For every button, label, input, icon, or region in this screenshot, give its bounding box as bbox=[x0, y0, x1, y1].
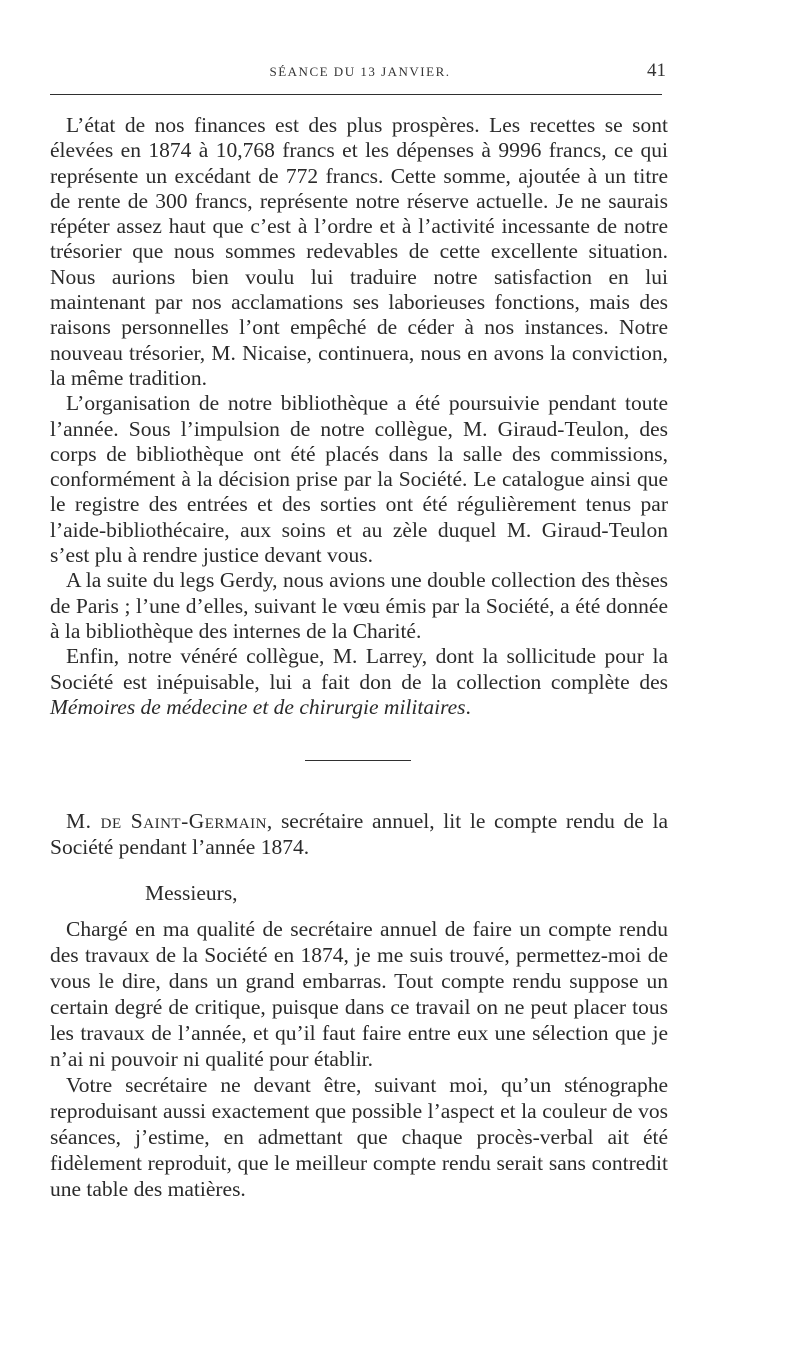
larrey-end: . bbox=[465, 694, 471, 719]
larrey-text: Enfin, notre vénéré collègue, M. Larrey, dont la sollicitude pour la Société est inépuisable, lui a fait don de la collection complète des bbox=[50, 644, 668, 694]
secretary-report bbox=[50, 808, 668, 1202]
larrey-donation-paragraph bbox=[50, 644, 668, 720]
stenographer-paragraph: Votre secrétaire ne devant être, suivant moi, qu’un sténographe reproduisant aussi exactement que possible l’aspect et la couleur de vos séances, j’estime, en admettant que chaque procès-verbal ait été fidèlement reproduit, que le meilleur compte rendu serait sans contredit une table des matières. bbox=[50, 1073, 668, 1201]
salutation: Messieurs, bbox=[145, 881, 238, 905]
embarrassment-paragraph: Chargé en ma qualité de secrétaire annuel de faire un compte rendu des travaux de la Société en 1874, je me suis trouvé, permettez-moi de vous le dire, dans un grand embarras. Tout compte rendu suppose un certain degré de critique, puisque dans ce travail on ne peut placer tous les travaux de l’année, et qu’il faut faire entre eux une sélection que je n’ai ni pouvoir ni qualité pour établir. bbox=[50, 917, 668, 1071]
running-head: SÉANCE DU 13 JANVIER. bbox=[269, 64, 451, 79]
header-rule bbox=[50, 94, 662, 95]
memoires-title: Mémoires de médecine et de chirurgie militaires bbox=[50, 694, 466, 719]
section-separator bbox=[305, 760, 411, 761]
finances-paragraph: L’état de nos finances est des plus prospères. Les recettes se sont élevées en 1874 à 10,768 francs et les dépenses à 9996 francs, ce qui représente un excédant de 772 francs. Cette somme, ajoutée à un titre de rente de 300 francs, représente notre réserve actuelle. Je ne saurais répéter assez haut que c’est à l’ordre et à l’activité incessante de notre trésorier que nous sommes redevables de cette excellente situation. Nous aurions bien voulu lui traduire notre satisfaction en lui maintenant par nos acclamations ses laborieuses fonctions, mais des raisons personnelles l’ont empêché de céder à nos instances. Notre nouveau trésorier, M. Nicaise, continuera, nous en avons la conviction, la même tradition. bbox=[50, 113, 668, 390]
speaker-name: M. de Saint-Germain bbox=[66, 809, 267, 833]
treasury-library-report bbox=[50, 113, 668, 720]
library-paragraph: L’organisation de notre bibliothèque a été poursuivie pendant toute l’année. Sous l’impulsion de notre collègue, M. Giraud-Teulon, des corps de bibliothèque ont été placés dans la salle des commissions, conformément à la décision prise par la Société. Le catalogue ainsi que le registre des entrées et des sorties ont été régulièrement tenus par l’aide-bibliothécaire, aux soins et au zèle duquel M. Giraud-Teulon s’est plu à rendre justice devant vous. bbox=[50, 391, 668, 568]
page-number: 41 bbox=[647, 60, 666, 81]
gerdy-legacy-paragraph: A la suite du legs Gerdy, nous avions une double collection des thèses de Paris ; l’une d’elles, suivant le vœu émis par la Société, a été donnée à la bibliothèque des internes de la Charité. bbox=[50, 568, 668, 643]
intro-paragraph bbox=[50, 808, 668, 860]
intro-text: , secrétaire annuel, lit le compte rendu de la Société pendant l’année 1874. bbox=[50, 809, 668, 859]
page-header bbox=[50, 58, 670, 88]
